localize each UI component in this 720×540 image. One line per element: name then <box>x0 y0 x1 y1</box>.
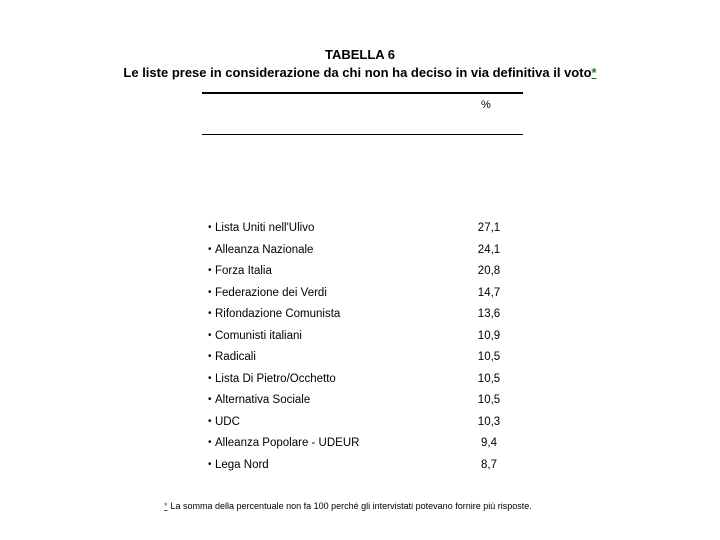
row-value: 20,8 <box>477 265 501 277</box>
table-row <box>208 436 508 458</box>
row-value: 24,1 <box>477 243 501 256</box>
row-label: Alleanza Popolare - UDEUR <box>215 437 360 449</box>
row-value: 10,5 <box>477 394 501 406</box>
bullet-icon: • <box>208 329 212 341</box>
table-title: TABELLA 6 <box>324 47 396 62</box>
bullet-icon: • <box>208 243 212 255</box>
table-row <box>208 329 508 351</box>
row-label: Alternativa Sociale <box>215 394 311 406</box>
table-row <box>208 415 508 437</box>
table-row <box>208 286 508 308</box>
table-row <box>208 393 508 415</box>
bullet-icon: • <box>208 286 212 298</box>
row-value: 10,5 <box>477 372 501 385</box>
row-value: 14,7 <box>477 286 501 299</box>
row-label: Lista Uniti nell'Ulivo <box>215 222 315 234</box>
bullet-icon: • <box>208 265 212 276</box>
row-label: Rifondazione Comunista <box>215 308 341 320</box>
table-row <box>208 243 508 265</box>
footnote-text: La somma della percentuale non fa 100 perché gli intervistati potevano fornire più risposte. <box>170 501 532 511</box>
bullet-icon: • <box>208 458 212 470</box>
bullet-icon: • <box>208 351 212 362</box>
row-value: 10,3 <box>477 415 501 428</box>
table-row <box>208 307 508 329</box>
table-row <box>208 221 508 243</box>
table-row <box>208 372 508 394</box>
table-header-rule <box>202 134 523 135</box>
row-label: Federazione dei Verdi <box>215 286 327 299</box>
footnote-marker[interactable]: * <box>164 501 168 511</box>
percent-column-header: % <box>481 99 491 111</box>
bullet-icon: • <box>208 415 212 427</box>
bullet-icon: • <box>208 437 212 448</box>
bullet-icon: • <box>208 394 212 405</box>
table-subtitle-text: Le liste prese in considerazione da chi non ha deciso in via definitiva il voto <box>123 65 592 80</box>
footnote-link[interactable]: * <box>591 65 597 80</box>
row-label: UDC <box>215 415 240 428</box>
row-label: Comunisti italiani <box>215 329 302 342</box>
row-value: 8,7 <box>481 458 497 471</box>
row-value: 13,6 <box>477 308 501 320</box>
row-value: 10,5 <box>477 351 501 363</box>
row-label: Forza Italia <box>215 265 272 277</box>
bullet-icon: • <box>208 372 212 384</box>
table-row <box>208 350 508 372</box>
row-label: Lista Di Pietro/Occhetto <box>215 372 336 385</box>
table-subtitle <box>0 65 720 81</box>
row-value: 10,9 <box>477 329 501 342</box>
table-top-rule <box>202 92 523 94</box>
bullet-icon: • <box>208 308 212 319</box>
row-label: Alleanza Nazionale <box>215 243 314 256</box>
row-value: 27,1 <box>477 222 501 234</box>
row-value: 9,4 <box>481 437 497 449</box>
table-body <box>208 221 508 479</box>
bullet-icon: • <box>208 222 212 233</box>
table-row <box>208 458 508 480</box>
row-label: Radicali <box>215 351 256 363</box>
footnote <box>164 501 532 511</box>
table-row <box>208 264 508 286</box>
row-label: Lega Nord <box>215 458 269 471</box>
